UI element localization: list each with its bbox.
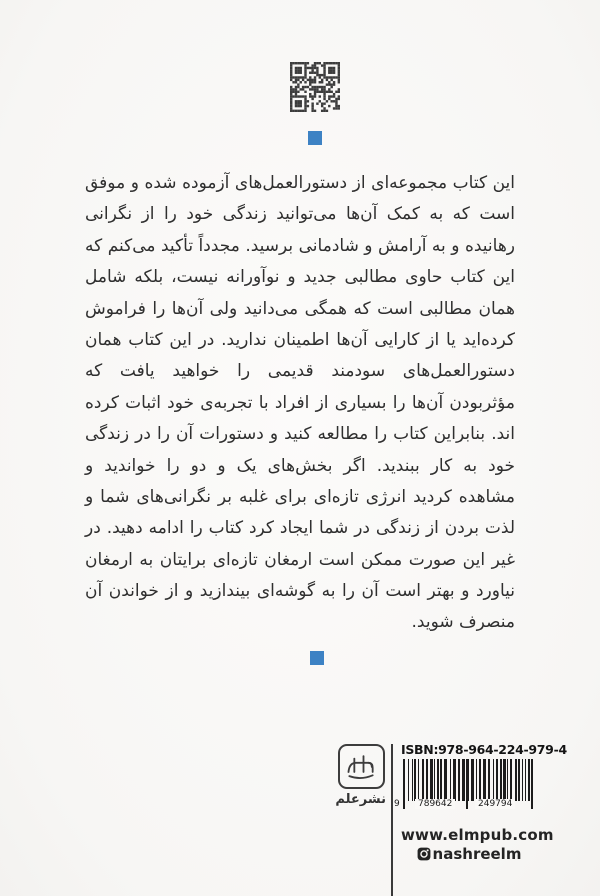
qr-code xyxy=(290,62,340,112)
blurb-line: مشاهده کردید انرژی تازه‌ای برای غلبه بر نگرانی‌های شما و xyxy=(85,486,515,507)
barcode-digits-left: 789642 xyxy=(415,799,455,809)
barcode-digits-right: 249794 xyxy=(475,799,515,809)
blurb-line: لذت بردن از زندگی در شما ایجاد کرد کتاب را ادامه دهید. در xyxy=(85,518,515,539)
website-url: www.elmpub.com xyxy=(401,826,554,844)
blurb-line: مؤثربودن آن‌ها را بسیاری از افراد با تجربه‌ی خود اثبات کرده xyxy=(85,392,515,413)
publisher-logo-block xyxy=(336,744,386,807)
decorative-blue-square-bottom xyxy=(310,651,324,665)
divider-line xyxy=(391,744,393,896)
book-description xyxy=(85,168,515,639)
blurb-line: این کتاب مجموعه‌ای از دستورالعمل‌های آزموده شده و موفق xyxy=(85,173,515,193)
barcode-digits xyxy=(394,799,535,811)
barcode-digit-leading: 9 xyxy=(394,799,400,809)
instagram-icon xyxy=(417,847,431,861)
blurb-line: کرده‌اید یا از کارایی آن‌ها اطمینان ندارید. در این کتاب همان xyxy=(85,329,515,350)
blurb-line: نیاورد و بهتر است آن را به گوشه‌ای بیندازید و از خواندن آن xyxy=(85,581,515,602)
blurb-line: خود به کار ببندید. اگر بخش‌های یک و دو را خواندید و xyxy=(85,455,515,476)
publisher-name: نشرعلم xyxy=(335,792,386,807)
isbn-text: ISBN:978-964-224-979-4 xyxy=(401,742,567,757)
blurb-line: همان مطالبی است که همگی می‌دانید ولی آن‌ها را فراموش xyxy=(85,298,515,319)
isbn-block xyxy=(394,742,567,863)
blurb-line: است که به کمک آن‌ها می‌توانید زندگی خود را از نگرانی xyxy=(85,204,515,225)
blurb-line: این کتاب حاوی مطالبی جدید و نوآورانه نیست، بلکه شامل xyxy=(85,267,515,288)
publisher-logo-mark xyxy=(344,752,378,782)
blurb-line: منصرف شوید. xyxy=(411,612,515,633)
ean-barcode xyxy=(394,759,535,813)
instagram-handle: nashreelm xyxy=(432,845,522,863)
decorative-blue-square-top xyxy=(308,131,322,145)
blurb-line: غیر این صورت ممکن است ارمغان تازه‌ای برایتان به ارمغان xyxy=(85,549,515,570)
blurb-line: اند. بنابراین کتاب را مطالعه کنید و دستورات آن را در زندگی xyxy=(85,424,515,445)
instagram-row xyxy=(401,845,537,863)
blurb-line: دستورالعمل‌های سودمند قدیمی را خواهید یافت که xyxy=(85,361,515,382)
blurb-line: رهانیده و به آرامش و شادمانی برسید. مجدداً تأکید می‌کنم که xyxy=(85,235,515,256)
barcode-bars xyxy=(403,759,533,801)
publisher-logo xyxy=(338,744,385,789)
